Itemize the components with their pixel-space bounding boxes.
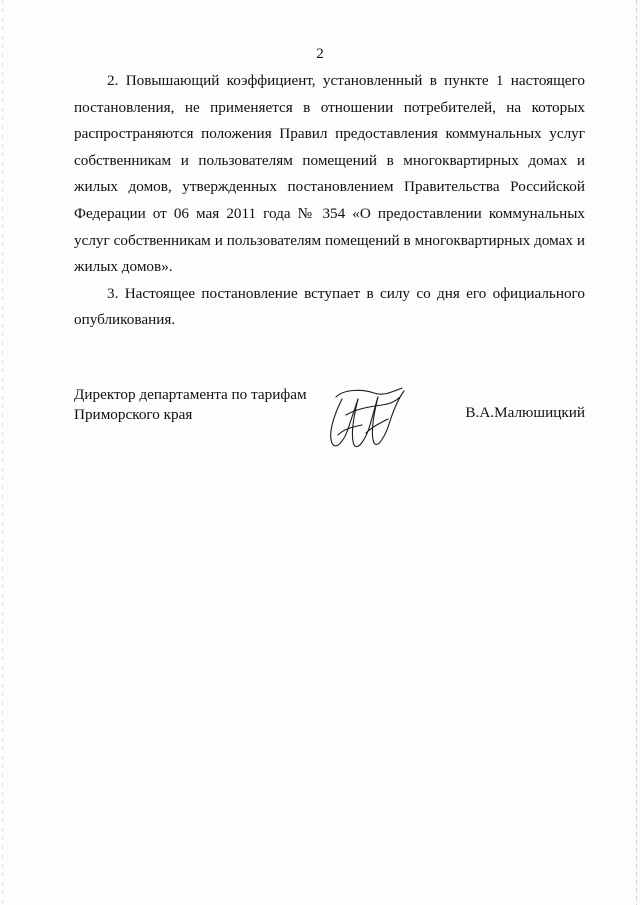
signer-title-line-1: Директор департамента по тарифам [74, 386, 307, 403]
page-number: 2 [316, 46, 324, 62]
scan-edge-left [2, 0, 3, 905]
scan-edge-right [636, 0, 637, 905]
paragraph-3: 3. Настоящее постановление вступает в силу со дня его официального опубликования. [74, 284, 585, 329]
signer-title-line-2: Приморского края [74, 406, 193, 423]
document-body [74, 68, 585, 334]
signer-name: В.А.Малюшицкий [465, 404, 585, 421]
signature-block [74, 385, 585, 455]
handwritten-signature-icon [322, 385, 408, 455]
signer-title [74, 385, 324, 425]
paragraph-2: 2. Повышающий коэффициент, установленный в пункте 1 настоящего постановления, не применяется в отношении потребителей, на которых распространяются положения Правил предоставления коммунальных услуг собственникам и пользователям помещений в многоквартирных домах и жилых домов, утвержденных постановлением Правительства Российской Федерации от 06 мая 2011 года № 354 «О предоставлении коммунальных услуг собственникам и пользователям помещений в многоквартирных домах и жилых домов». [74, 72, 585, 276]
